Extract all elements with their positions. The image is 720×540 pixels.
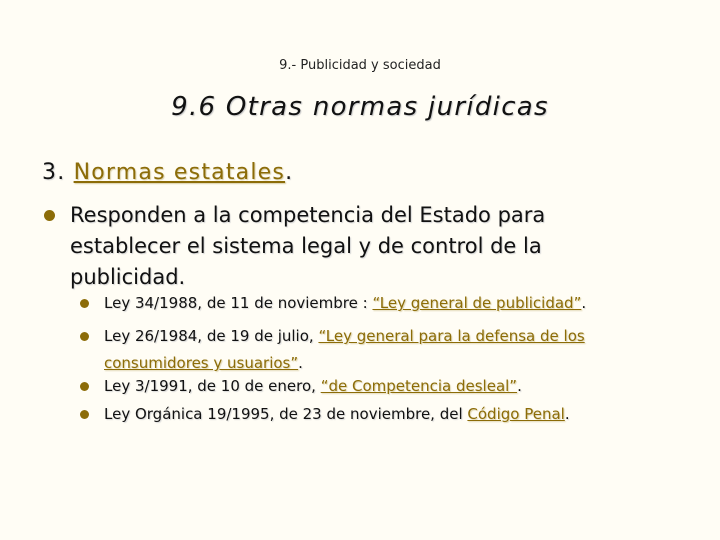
section-heading	[42, 160, 293, 185]
section-period: .	[285, 160, 294, 185]
law-prefix: Ley Orgánica 19/1995, de 23 de noviembre, del	[104, 405, 468, 423]
main-bullet-text: Responden a la competencia del Estado para establecer el sistema legal y de control de la publicidad.	[70, 203, 546, 289]
law-suffix: .	[564, 405, 570, 423]
bullet-dot-icon	[80, 299, 89, 308]
bullet-dot-icon	[80, 332, 89, 341]
law-item	[80, 373, 680, 400]
section-label: Normas estatales	[73, 160, 286, 185]
law-highlight: Código Penal	[467, 405, 565, 423]
law-item	[80, 401, 680, 428]
law-item	[80, 290, 680, 317]
law-item	[80, 323, 680, 377]
section-number: 3.	[42, 160, 66, 185]
law-suffix: .	[298, 354, 303, 372]
law-highlight: “de Competencia desleal”	[320, 377, 518, 395]
law-suffix: .	[517, 377, 522, 395]
bullet-dot-icon	[44, 210, 55, 221]
law-prefix: Ley 34/1988, de 11 de noviembre :	[104, 294, 373, 312]
law-prefix: Ley 26/1984, de 19 de julio,	[104, 327, 319, 345]
slide-title: 9.6 Otras normas jurídicas	[171, 92, 549, 122]
bullet-dot-icon	[80, 410, 89, 419]
bullet-dot-icon	[80, 382, 89, 391]
law-highlight: “Ley general de publicidad”	[372, 294, 582, 312]
law-suffix: .	[581, 294, 587, 312]
slide-header: 9.- Publicidad y sociedad	[279, 58, 441, 73]
law-prefix: Ley 3/1991, de 10 de enero,	[104, 377, 321, 395]
main-bullet	[42, 200, 642, 293]
law-highlight: “Ley general para la defensa de los consumidores y usuarios”	[104, 327, 585, 372]
